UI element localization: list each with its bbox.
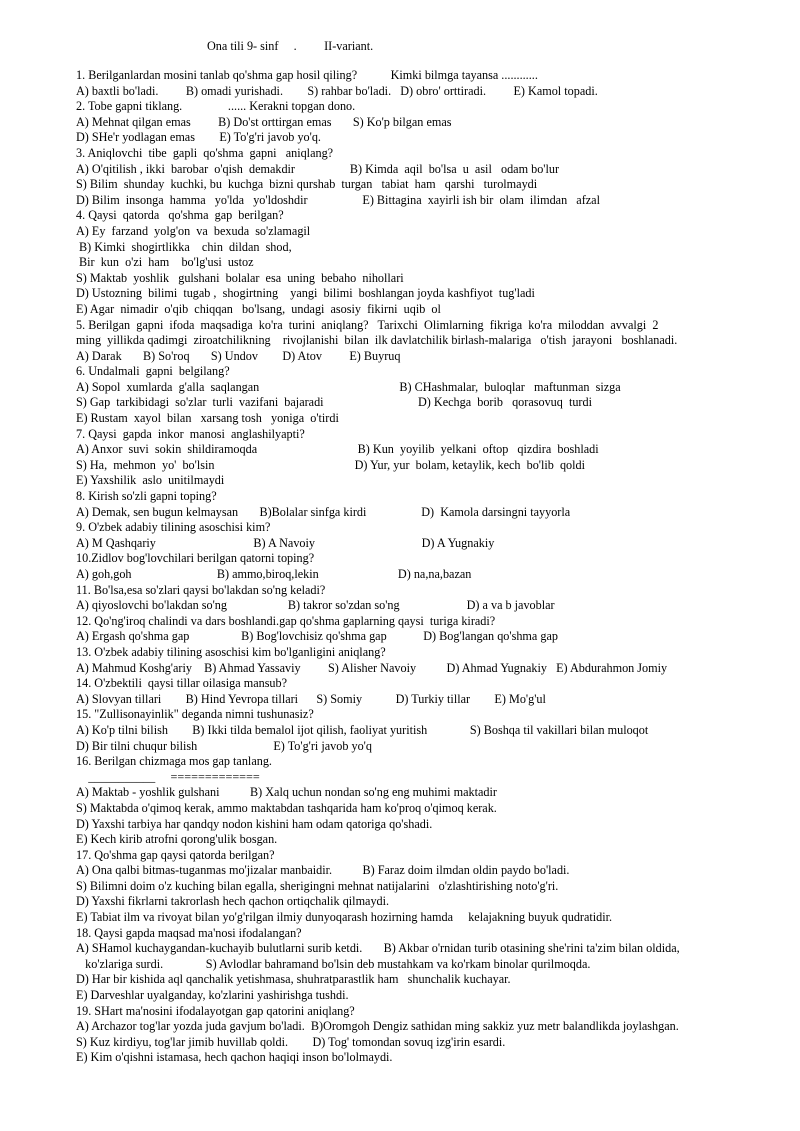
- text-line: 13. O'zbek adabiy tilining asoschisi kim bo'lganligini aniqlang?: [76, 644, 386, 659]
- text-line: 12. Qo'ng'iroq chalindi va dars boshlandi.gap qo'shma gaplarning qaysi turiga kiradi?: [76, 613, 496, 628]
- text-line: E) Kech kirib atrofni qorong'ulik bosgan.: [76, 832, 278, 847]
- text-line: 9. O'zbek adabiy tilining asoschisi kim?: [76, 520, 271, 535]
- text-line: D) Bir tilni chuqur bilish E) To'g'ri javob yo'q: [76, 738, 372, 753]
- text-line: 10.Zidlov bog'lovchilari berilgan qatorni toping?: [76, 551, 315, 566]
- text-line: ___________ =============: [76, 769, 260, 784]
- text-line: A) Anxor suvi sokin shildiramoqda B) Kun yoyilib yelkani oftop qizdira boshladi: [76, 442, 599, 457]
- text-line: 11. Bo'lsa,esa so'zlari qaysi bo'lakdan so'ng keladi?: [76, 582, 326, 597]
- text-line: A) Ergash qo'shma gap B) Bog'lovchisiz qo'shma gap D) Bog'langan qo'shma gap: [76, 629, 558, 644]
- text-line: ko'zlariga surdi. S) Avlodlar bahramand bo'lsin deb mustahkam va ko'rkam binolar qurilmoqda.: [76, 956, 591, 971]
- text-line: 15. "Zullisonayinlik" deganda nimni tushunasiz?: [76, 707, 314, 722]
- text-line: A) baxtli bo'ladi. B) omadi yurishadi. S) rahbar bo'ladi. D) obro' orttiradi. E) Kamol topadi.: [76, 83, 598, 98]
- text-line: S) Maktabda o'qimoq kerak, ammo maktabdan tashqarida ham ko'proq o'qimoq kerak.: [76, 800, 497, 815]
- text-line: A) qiyoslovchi bo'lakdan so'ng B) takror so'zdan so'ng D) a va b javoblar: [76, 598, 555, 613]
- text-line: D) Har bir kishida aql qanchalik yetishmasa, shuhratparastlik ham shunchalik kuchayar.: [76, 972, 511, 987]
- text-line: A) goh,goh B) ammo,biroq,lekin D) na,na,bazan: [76, 567, 472, 581]
- text-line: 19. SHart ma'nosini ifodalayotgan gap qatorini aniqlang?: [76, 1003, 355, 1018]
- text-line: D) SHe'r yodlagan emas E) To'g'ri javob yo'q.: [76, 130, 321, 145]
- text-line: D) Bilim insonga hamma yo'lda yo'ldoshdir E) Bittagina xayirli ish bir olam ilimdan afzal: [76, 192, 600, 207]
- text-line: S) Gap tarkibidagi so'zlar turli vazifani bajaradi D) Kechga borib qorasovuq turdi: [76, 395, 592, 410]
- text-line: D) Yaxshi tarbiya har qandqy nodon kishini ham odam qatoriga qo'shadi.: [76, 816, 433, 831]
- text-line: S) Bilimni doim o'z kuching bilan egalla, sherigingni mehnat natijalarini o'zlashtirishing noto'g'ri.: [76, 878, 559, 893]
- text-line: 8. Kirish so'zli gapni toping?: [76, 489, 217, 504]
- text-line: D) Ustozning bilimi tugab , shogirtning yangi bilimi boshlangan joyda kashfiyot tug'ladi: [76, 286, 535, 301]
- text-line: 4. Qaysi qatorda qo'shma gap berilgan?: [76, 208, 284, 223]
- text-line: ming yillikda qadimgi ziroatchilikning rivojlanishi bilan ilk davlatchilik birlash-malariga o'tish jarayoni boshlanadi.: [76, 333, 678, 348]
- text-line: 3. Aniqlovchi tibe gapli qo'shma gapni aniqlang?: [76, 145, 334, 160]
- text-line: A) Ko'p tilni bilish B) Ikki tilda bemalol ijot qilish, faoliyat yuritish S) Boshqa til vakillari bilan muloqot: [76, 722, 649, 737]
- text-line: A) Ey farzand yolg'on va bexuda so'zlamagil: [76, 223, 311, 238]
- text-line: S) Bilim shunday kuchki, bu kuchga bizni qurshab turgan tabiat ham qarshi turolmaydi: [76, 177, 538, 192]
- text-line: A) Mehnat qilgan emas B) Do'st orttirgan emas S) Ko'p bilgan emas: [76, 114, 452, 129]
- text-line: 1. Berilganlardan mosini tanlab qo'shma gap hosil qiling? Kimki bilmga tayansa ............: [76, 68, 538, 82]
- text-line: A) M Qashqariy B) A Navoiy D) A Yugnakiy: [76, 535, 495, 550]
- text-line: 17. Qo'shma gap qaysi qatorda berilgan?: [76, 847, 275, 862]
- text-line: S) Maktab yoshlik gulshani bolalar esa uning bebaho nihollari: [76, 270, 404, 285]
- text-line: A) Maktab - yoshlik gulshani B) Xalq uchun nondan so'ng eng muhimi maktadir: [76, 785, 497, 800]
- text-line: 14. O'zbektili qaysi tillar oilasiga mansub?: [76, 676, 288, 691]
- text-line: 7. Qaysi gapda inkor manosi anglashilyapti?: [76, 426, 305, 441]
- text-line: E) Tabiat ilm va rivoyat bilan yo'g'rilgan ilmiy dunyoqarash hozirning hamda kelajakning buyuk qudratidir.: [76, 910, 613, 925]
- text-line: E) Agar nimadir o'qib chiqqan bo'lsang, undagi asosiy fikirni uqib ol: [76, 301, 441, 316]
- text-line: A) SHamol kuchaygandan-kuchayib bulutlarni surib ketdi. B) Akbar o'rnidan turib otasining she'rini ta'zim bilan oldida,: [76, 941, 680, 956]
- text-line: E) Kim o'qishni istamasa, hech qachon haqiqi inson bo'lolmaydi.: [76, 1050, 393, 1065]
- questions-body: [76, 68, 776, 1066]
- text-line: A) Slovyan tillari B) Hind Yevropa tillari S) Somiy D) Turkiy tillar E) Mo'g'ul: [76, 691, 546, 706]
- text-line: A) Sopol xumlarda g'alla saqlangan B) CHashmalar, buloqlar maftunman sizga: [76, 379, 621, 394]
- text-line: A) Demak, sen bugun kelmaysan B)Bolalar sinfga kirdi D) Kamola darsingni tayyorla: [76, 504, 571, 519]
- text-line: A) Archazor tog'lar yozda juda gavjum bo'ladi. B)Oromgoh Dengiz sathidan ming sakkiz yuz metr balandlikda joylashgan.: [76, 1019, 679, 1034]
- text-line: E) Yaxshilik aslo unitilmaydi: [76, 473, 225, 488]
- text-line: 6. Undalmali gapni belgilang?: [76, 364, 230, 379]
- text-line: 16. Berilgan chizmaga mos gap tanlang.: [76, 754, 272, 769]
- text-line: A) Darak B) So'roq S) Undov D) Atov E) Buyruq: [76, 348, 401, 363]
- text-line: E) Rustam xayol bilan xarsang tosh yoniga o'tirdi: [76, 411, 339, 426]
- text-line: A) Ona qalbi bitmas-tuganmas mo'jizalar manbaidir. B) Faraz doim ilmdan oldin paydo bo'ladi.: [76, 863, 570, 878]
- text-line: 2. Tobe gapni tiklang. ...... Kerakni topgan dono.: [76, 99, 356, 114]
- text-line: A) Mahmud Koshg'ariy B) Ahmad Yassaviy S) Alisher Navoiy D) Ahmad Yugnakiy E) Abdurahmon Jomiy: [76, 660, 668, 675]
- text-line: A) O'qitilish , ikki barobar o'qish demakdir B) Kimda aqil bo'lsa u asil odam bo'lur: [76, 161, 560, 176]
- text-line: B) Kimki shogirtlikka chin dildan shod,: [76, 239, 292, 254]
- text-line: E) Darveshlar uyalganday, ko'zlarini yashirishga tushdi.: [76, 988, 349, 1003]
- text-line: S) Kuz kirdiyu, tog'lar jimib huvillab qoldi. D) Tog' tomondan sovuq izg'irin esardi.: [76, 1034, 506, 1049]
- text-line: D) Yaxshi fikrlarni takrorlash hech qachon ortiqchalik qilmaydi.: [76, 894, 390, 909]
- text-line: Bir kun o'zi ham bo'lg'usi ustoz: [76, 255, 254, 270]
- page-title: Ona tili 9- sinf . II-variant.: [207, 39, 374, 53]
- text-line: 5. Berilgan gapni ifoda maqsadiga ko'ra turini aniqlang? Tarixchi Olimlarning fikriga ko'ra miloddan avvalgi 2: [76, 317, 659, 332]
- text-line: 18. Qaysi gapda maqsad ma'nosi ifodalangan?: [76, 925, 302, 940]
- text-line: S) Ha, mehmon yo' bo'lsin D) Yur, yur bolam, ketaylik, kech bo'lib qoldi: [76, 457, 586, 472]
